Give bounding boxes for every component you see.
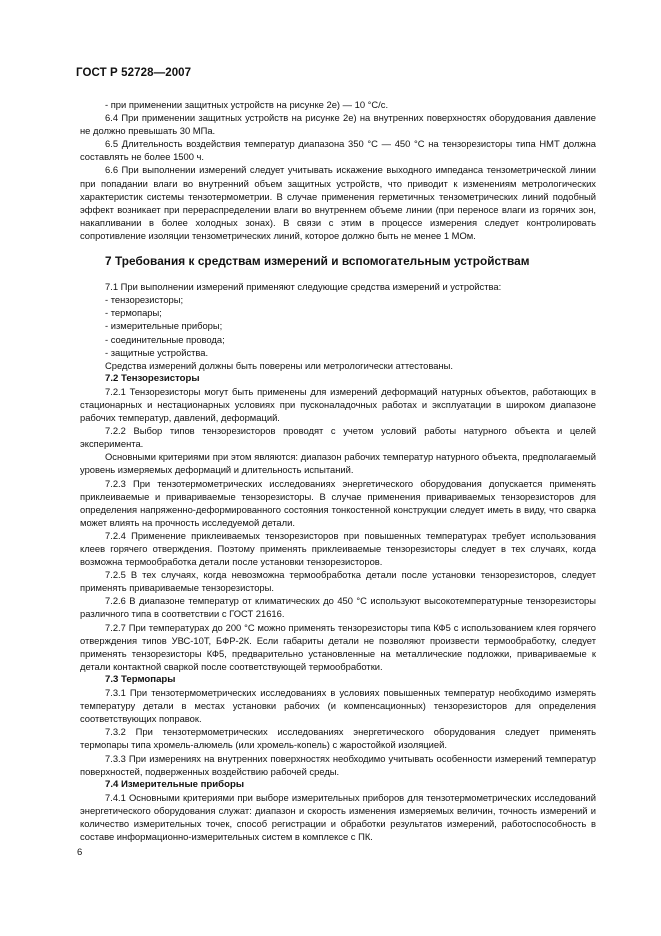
paragraph-6-5: 6.5 Длительность воздействия температур диапазона 350 °С — 450 °С на тензорезисторы типа НМТ должна составлять не более 1500 ч.: [80, 138, 596, 163]
paragraph-6-3-tail: - при применении защитных устройств на рисунке 2е) — 10 °С/с.: [105, 99, 389, 110]
list-item: - тензорезисторы;: [105, 294, 184, 306]
paragraph-7-2-5: 7.2.5 В тех случаях, когда невозможна термообработка детали после установки тензорезисторов, следует применять привариваемые тензорезисторы.: [80, 569, 596, 594]
instrument-list: [80, 293, 596, 358]
subsection-7-3-title: 7.3 Термопары: [105, 673, 176, 685]
paragraph-7-2-2: 7.2.2 Выбор типов тензорезисторов проводят с учетом условий работы натурного объекта и целей эксперимента.: [80, 425, 596, 450]
subsection-7-4-title: 7.4 Измерительные приборы: [105, 778, 245, 790]
paragraph-7-3-3: 7.3.3 При измерениях на внутренних поверхностях необходимо учитывать особенности измерений температур поверхностей, подверженных воздействию рабочей среды.: [80, 752, 596, 777]
paragraph-7-1: 7.1 При выполнении измерений применяют следующие средства измерений и устройства:: [105, 281, 502, 293]
paragraph-criteria: Основными критериями при этом являются: диапазон рабочих температур натурного объекта, предполагаемый уровень измеряемых деформаций и длительность испытаний.: [80, 451, 596, 476]
paragraph-7-2-6: 7.2.6 В диапазоне температур от климатических до 450 °С используют высокотемпературные тензорезисторы различного типа в соответствии с ГОСТ 21616.: [80, 595, 596, 620]
paragraph-7-2-7: 7.2.7 При температурах до 200 °С можно применять тензорезисторы типа КФ5 с использованием клея горячего отверждения типов УВС-10Т, БФР-2К. Если габариты детали не позволяют произвести термообработку, следует применять тензорезисторы КФ5, предварительно установленные на металлические подложки, привариваемые к детали контактной сваркой после соответствующей термообработки.: [80, 621, 596, 672]
paragraph-7-2-4: 7.2.4 Применение приклеиваемых тензорезисторов при повышенных температурах требует использования клеев горячего отверждения. Поэтому применять приклеиваемые тензорезисторы следует в тех случаях, когда возможна термообработка детали после установки тензорезисторов.: [80, 529, 596, 568]
paragraph-7-2-3: 7.2.3 При тензотермометрических исследованиях энергетического оборудования допускается применять приклеиваемые и привариваемые тензорезисторы. В случае применения привариваемых тензорезисторов для определения напряженно-деформированного состояния тонкостенной конструкции следует иметь в виду, что сварка может влиять на прочность исследуемой детали.: [80, 477, 596, 528]
paragraph-7-2-1: 7.2.1 Тензорезисторы могут быть применены для измерений деформаций натурных объектов, работающих в стационарных и нестационарных условиях при пусконаладочных работах и эксплуатации в широком диапазоне рабочих температур, давлений, деформаций.: [80, 385, 596, 424]
paragraph-7-3-2: 7.3.2 При тензотермометрических исследованиях энергетического оборудования следует применять термопары типа хромель-алюмель (или хромель-копель) с жаростойкой изоляцией.: [80, 726, 596, 751]
list-item: - соединительные провода;: [105, 333, 225, 345]
section-7-title: 7 Требования к средствам измерений и вспомогательным устройствам: [105, 254, 530, 269]
list-item: - измерительные приборы;: [105, 320, 223, 332]
paragraph-7-4-1: 7.4.1 Основными критериями при выборе измерительных приборов для тензотермометрических исследований энергетического оборудования служат: диапазон и скорость изменения измеряемых величин, точность измерений и количество измерительных точек, способ регистрации и обработки результатов измерений, работоспособность в составе информационно-измерительных систем в комплексе с ПК.: [80, 791, 596, 843]
page-number: 6: [77, 847, 83, 858]
paragraph-6-6: 6.6 При выполнении измерений следует учитывать искажение выходного импеданса тензометрической линии при попадании влаги во внутренний объем защитных устройств, что приводит к изменениям метрологических характеристик системы тензотермометрии. В случае применения герметичных тензометрических линий подобный эффект возникает при перераспределении влаги во внутреннем объеме линии (при переносе влаги из горячих зон, накапливании в более холодных зонах). В связи с этим в процессе измерения следует контролировать сопротивление изоляции тензометрических линий, которое должно быть не менее 1 МОм.: [80, 164, 596, 241]
subsection-7-2-title: 7.2 Тензорезисторы: [105, 372, 200, 384]
document-header: ГОСТ Р 52728—2007: [76, 67, 192, 79]
list-item: - защитные устройства.: [105, 346, 209, 358]
document-body: [80, 98, 596, 843]
paragraph-7-3-1: 7.3.1 При тензотермометрических исследованиях в условиях повышенных температур необходимо измерять температуру детали в местах установки рабочих (и компенсационных) тензорезисторов для определения соответствующих поправок.: [80, 687, 596, 725]
list-item: - термопары;: [105, 307, 162, 319]
paragraph-verification: Средства измерений должны быть поверены или метрологически аттестованы.: [105, 359, 453, 371]
paragraph-6-4: 6.4 При применении защитных устройств на рисунке 2е) на внутренних поверхностях оборудования давление не должно превышать 30 МПа.: [80, 112, 596, 137]
